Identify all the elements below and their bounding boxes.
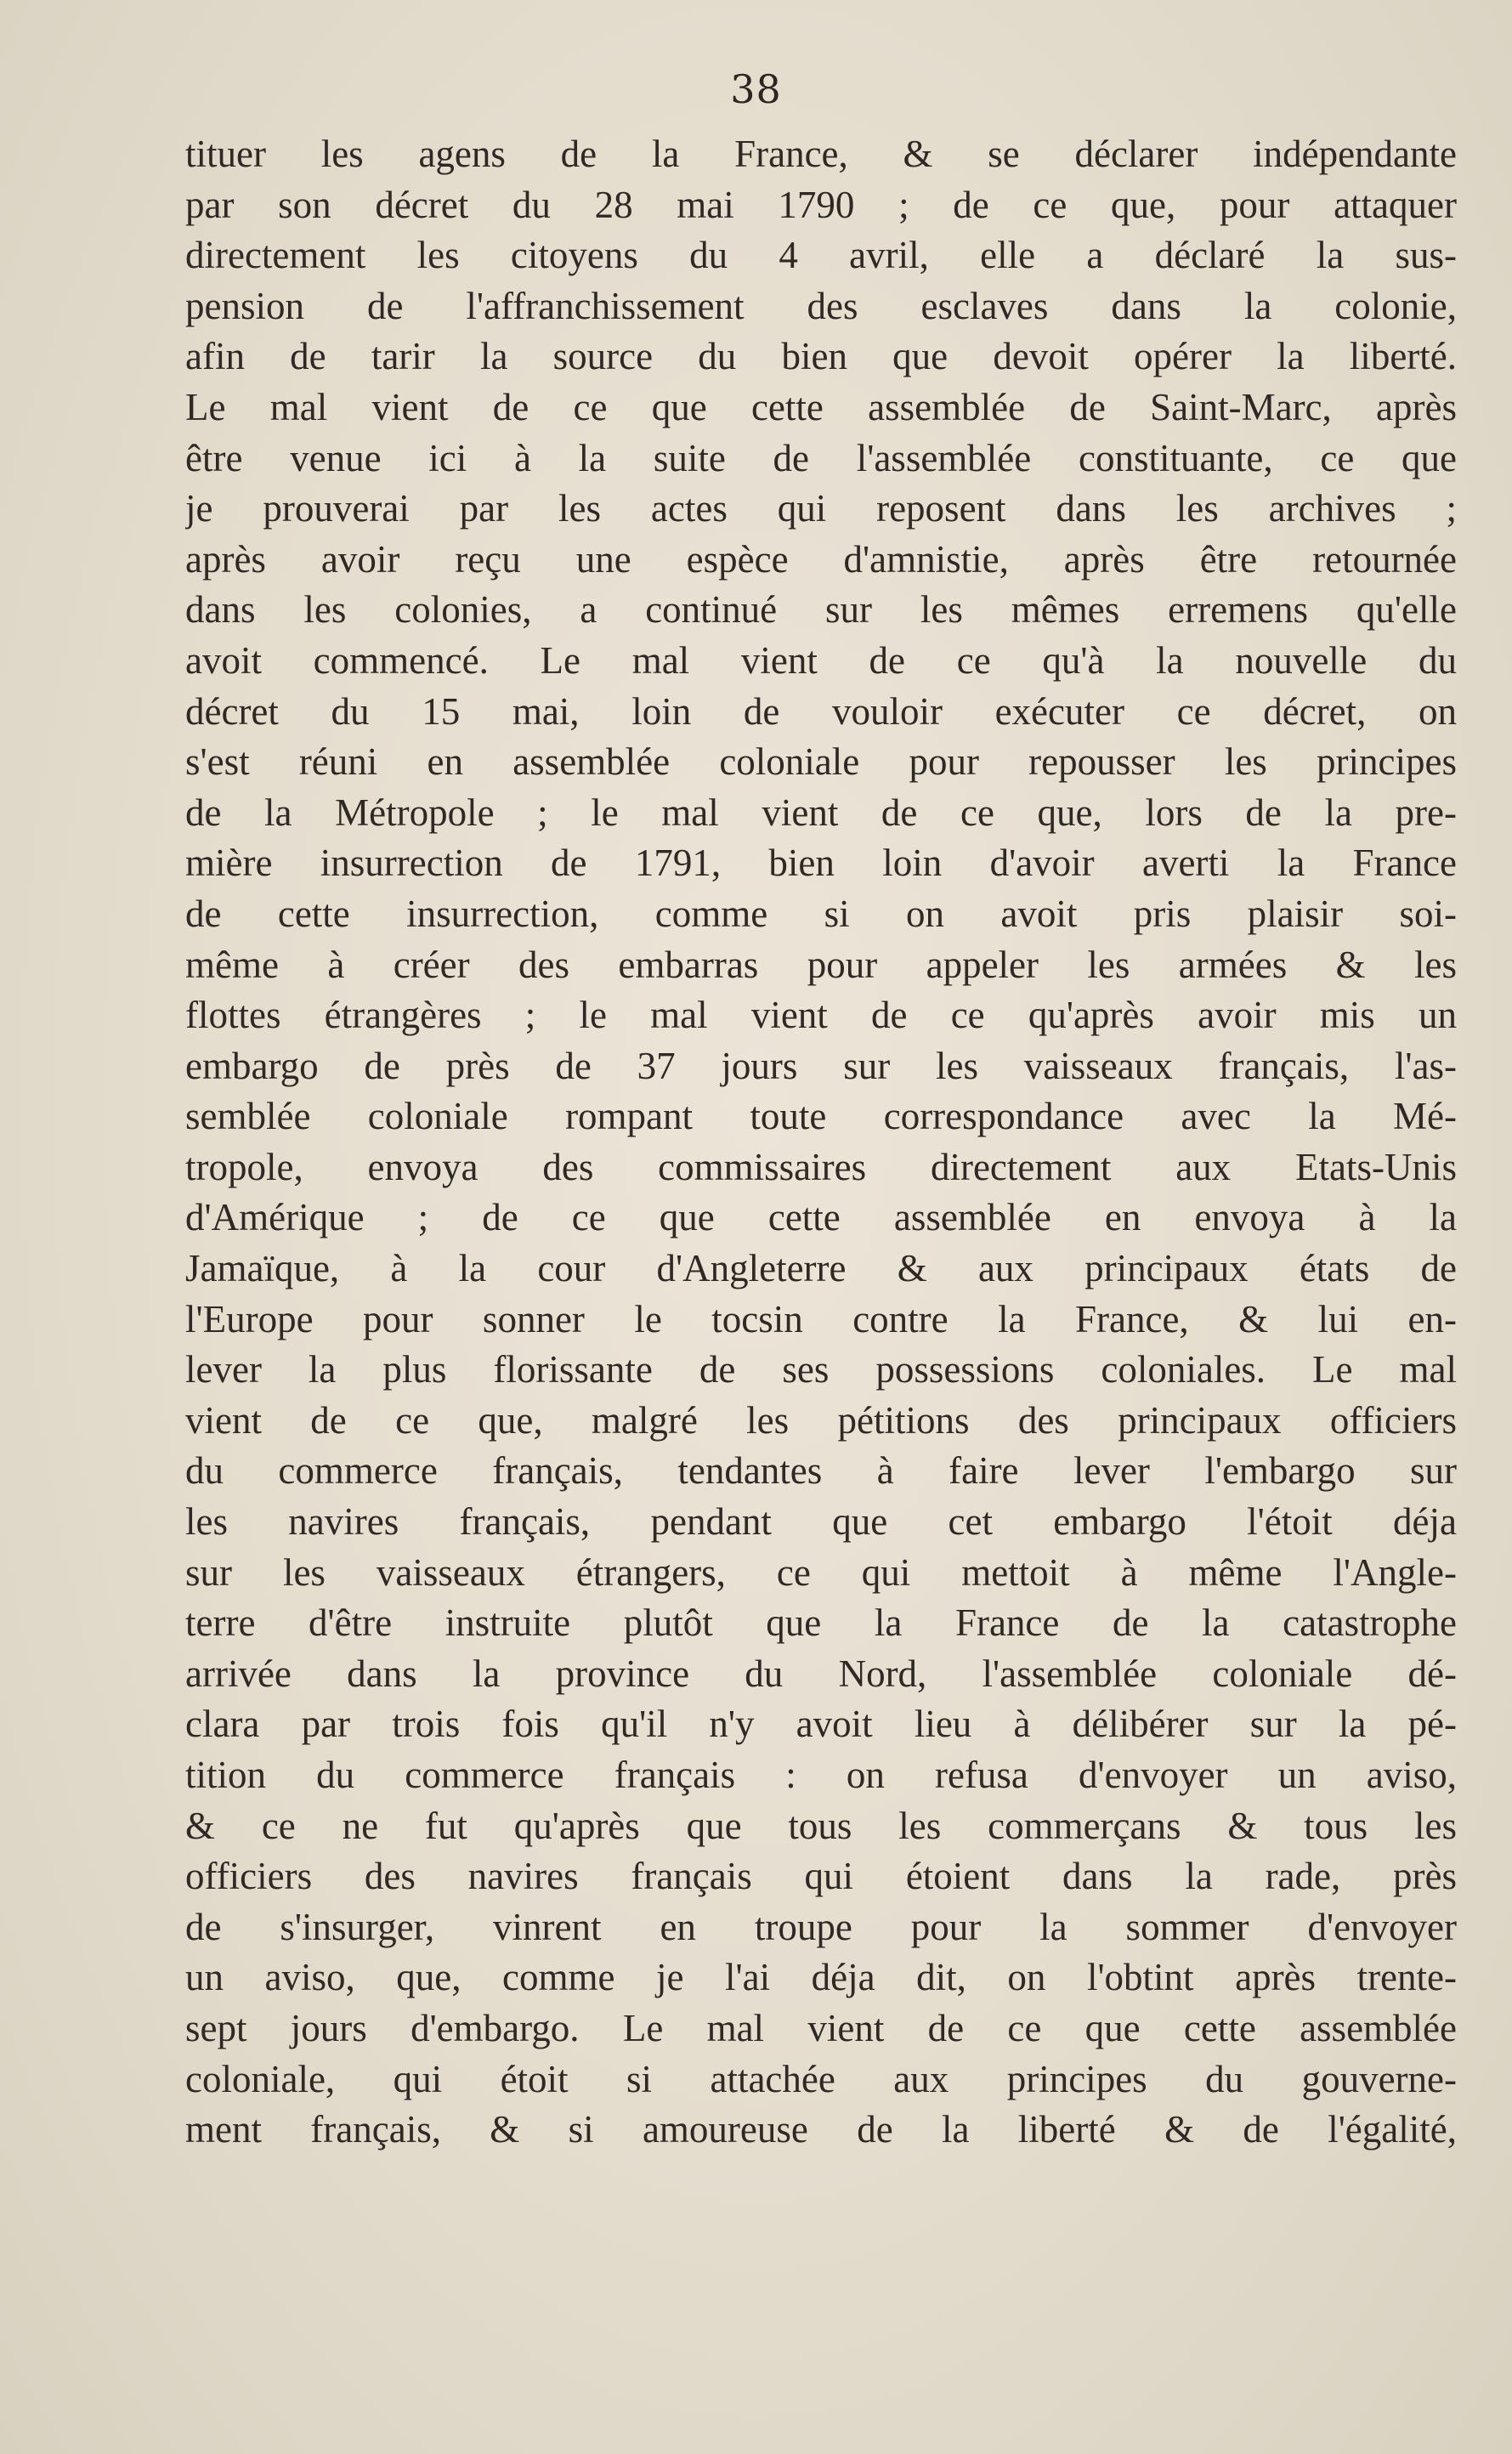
text-line: après avoir reçu une espèce d'amnistie, après être retournée: [185, 537, 1457, 581]
text-line: avoit commencé. Le mal vient de ce qu'à la nouvelle du: [185, 638, 1457, 682]
text-line: terre d'être instruite plutôt que la France de la catastrophe: [185, 1601, 1457, 1645]
text-line: sept jours d'embargo. Le mal vient de ce que cette assemblée: [185, 2006, 1457, 2049]
text-line: mière insurrection de 1791, bien loin d'avoir averti la France: [185, 842, 1457, 885]
text-line: vient de ce que, malgré les pétitions des principaux officiers: [185, 1398, 1457, 1442]
text-line: clara par trois fois qu'il n'y avoit lieu à délibérer sur la pé-: [185, 1703, 1457, 1746]
text-line: je prouverai par les actes qui reposent dans les archives ;: [185, 487, 1457, 530]
text-line: ment français, & si amoureuse de la liberté & de l'égalité,: [185, 2108, 1457, 2151]
text-line: dans les colonies, a continué sur les mêmes erremens qu'elle: [185, 588, 1457, 632]
text-line: Le mal vient de ce que cette assemblée de Saint-Marc, après: [185, 385, 1457, 428]
text-line: tropole, envoya des commissaires directement aux Etats-Unis: [185, 1145, 1457, 1188]
text-line: pension de l'affranchissement des esclaves dans la colonie,: [185, 284, 1457, 327]
text-line: l'Europe pour sonner le tocsin contre la France, & lui en-: [185, 1297, 1457, 1340]
text-line: tituer les agens de la France, & se déclarer indépendante: [185, 133, 1457, 175]
text-line: semblée coloniale rompant toute correspondance avec la Mé-: [185, 1095, 1457, 1138]
text-line: décret du 15 mai, loin de vouloir exécuter ce décret, on: [185, 689, 1457, 733]
text-line: directement les citoyens du 4 avril, elle a déclaré la sus-: [185, 234, 1457, 277]
text-line: du commerce français, tendantes à faire lever l'embargo sur: [185, 1449, 1457, 1493]
text-line: de s'insurger, vinrent en troupe pour la sommer d'envoyer: [185, 1905, 1457, 1948]
text-line: un aviso, que, comme je l'ai déja dit, on l'obtint après trente-: [185, 1956, 1457, 1999]
text-line: sur les vaisseaux étrangers, ce qui mettoit à même l'Angle-: [185, 1550, 1457, 1594]
text-line: même à créer des embarras pour appeler les armées & les: [185, 943, 1457, 986]
text-line: d'Amérique ; de ce que cette assemblée en envoya à la: [185, 1196, 1457, 1239]
text-line: arrivée dans la province du Nord, l'assemblée coloniale dé-: [185, 1652, 1457, 1695]
text-line: lever la plus florissante de ses possessions coloniales. Le mal: [185, 1348, 1457, 1391]
text-line: s'est réuni en assemblée coloniale pour repousser les principes: [185, 740, 1457, 784]
text-line: embargo de près de 37 jours sur les vaisseaux français, l'as-: [185, 1044, 1457, 1087]
text-line: & ce ne fut qu'après que tous les commerçans & tous les: [185, 1804, 1457, 1847]
text-line: de la Métropole ; le mal vient de ce que, lors de la pre-: [185, 791, 1457, 834]
text-line: officiers des navires français qui étoient dans la rade, près: [185, 1855, 1457, 1898]
text-line: être venue ici à la suite de l'assemblée constituante, ce que: [185, 436, 1457, 479]
text-line: Jamaïque, à la cour d'Angleterre & aux principaux états de: [185, 1247, 1457, 1290]
text-line: flottes étrangères ; le mal vient de ce qu'après avoir mis un: [185, 994, 1457, 1037]
body-text: [185, 129, 1457, 2156]
text-line: de cette insurrection, comme si on avoit pris plaisir soi-: [185, 892, 1457, 935]
page-number: 38: [730, 66, 782, 112]
text-line: tition du commerce français : on refusa d'envoyer un aviso,: [185, 1754, 1457, 1796]
text-line: par son décret du 28 mai 1790 ; de ce que, pour attaquer: [185, 183, 1457, 226]
text-line: afin de tarir la source du bien que devoit opérer la liberté.: [185, 335, 1457, 378]
text-line: coloniale, qui étoit si attachée aux principes du gouverne-: [185, 2057, 1457, 2100]
text-line: les navires français, pendant que cet embargo l'étoit déja: [185, 1500, 1457, 1544]
